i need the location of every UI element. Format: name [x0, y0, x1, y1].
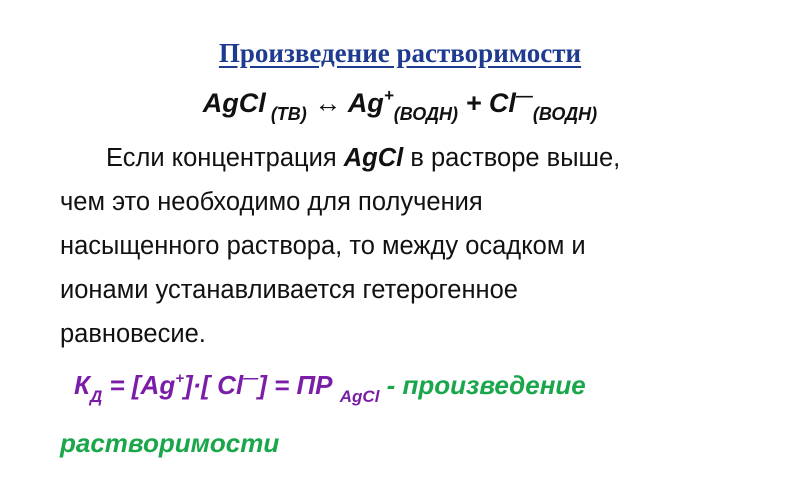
paragraph-line-1-start: Если концентрация [106, 144, 344, 172]
kd-part-2: ]·[ Cl [183, 370, 244, 400]
dissolution-equation [0, 86, 800, 125]
paragraph-line-1-end: в растворе выше, [403, 144, 621, 172]
equation-ag-charge: + [383, 86, 394, 105]
kd-k-subscript: Д [89, 387, 103, 406]
equation-cl: Cl [488, 88, 516, 118]
kd-ag-charge: + [175, 370, 184, 387]
paragraph-line-5: равновесие. [60, 320, 206, 348]
equation-cl-subscript: (ВОДН) [532, 104, 598, 124]
body-paragraph [60, 136, 760, 356]
kd-formula [60, 370, 380, 406]
slide-title: Произведение растворимости [218, 38, 582, 68]
paragraph-line-4: ионами устанавливается гетерогенное [60, 276, 518, 304]
kd-k: К [74, 370, 90, 400]
paragraph-line-1 [60, 136, 760, 180]
equation-ag: Ag [347, 88, 384, 118]
equation-arrow: ↔ [314, 88, 342, 118]
kd-formula-line [60, 356, 780, 420]
equation-agcl: AgCl [202, 88, 266, 118]
equation-solid-subscript [266, 104, 307, 124]
kd-cl-charge: — [243, 370, 259, 387]
equation-plus: + [465, 88, 482, 118]
kd-description-end: растворимости [60, 428, 280, 458]
kd-part-1: = [Ag [102, 370, 176, 400]
equation-solid-label: (ТВ) [270, 104, 307, 124]
paragraph-agcl-emphasis: AgCl [343, 144, 404, 172]
kd-pr-subscript: AgCl [339, 387, 380, 406]
equation-ag-subscript: (ВОДН) [393, 104, 459, 124]
paragraph-line-2: чем это необходимо для получения [60, 188, 483, 216]
paragraph-line-3: насыщенного раствора, то между осадком и [60, 232, 586, 260]
kd-description-start: - произведение [379, 370, 586, 400]
solubility-product-definition [60, 356, 780, 466]
equation-cl-charge: — [515, 86, 533, 105]
kd-part-3: ] = ПР [258, 370, 340, 400]
